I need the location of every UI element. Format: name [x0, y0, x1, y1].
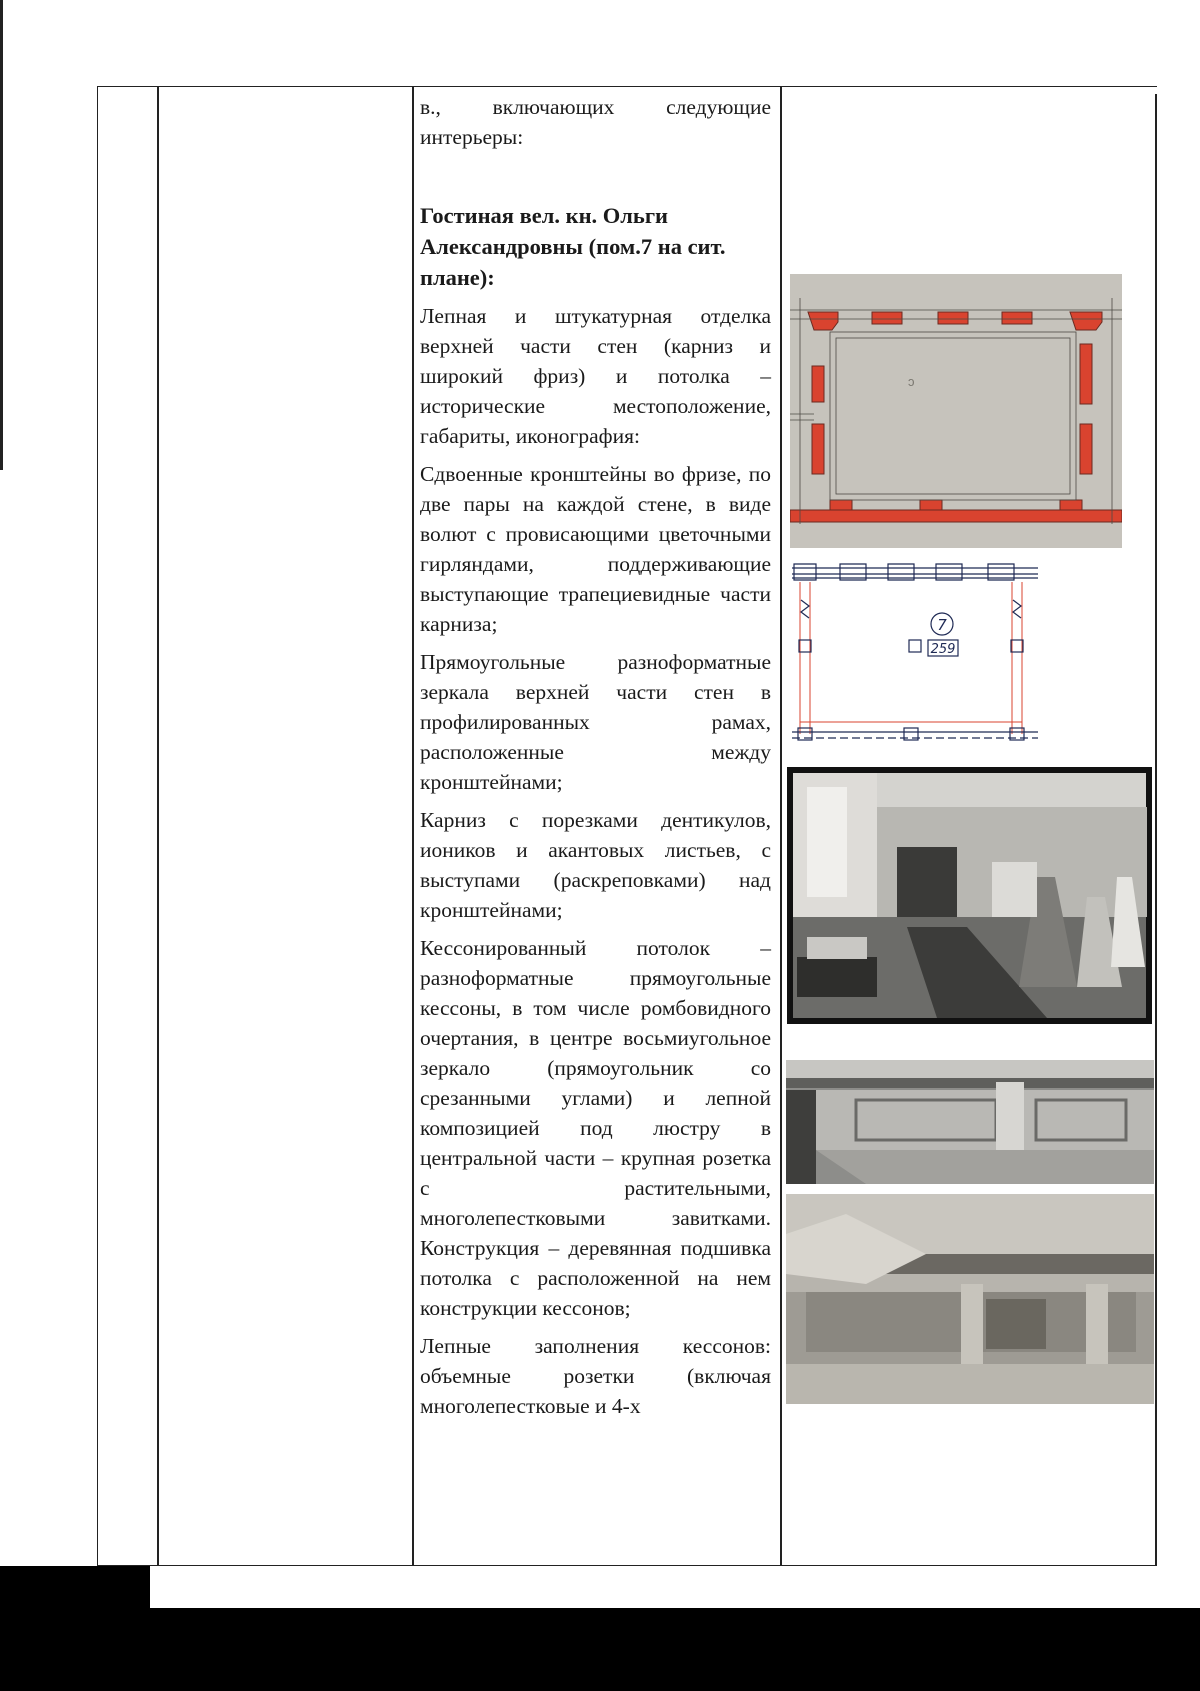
svg-text:ↄ: ↄ: [908, 374, 915, 389]
paragraph-ceiling: Кессонированный потолок – разноформатные прямоугольные кессоны, в том числе ромбовидного очертания, в центре восьмиугольное зеркало (прямоугольник со срезанными углами) и лепной композицией под люстру в центральной части – крупная розетка с растительными, многолепестковыми завитками. Конструкция – деревянная подшивка потолка с расположенной на нем конструкции кессонов;: [420, 936, 771, 1320]
paragraph-coffer-fills: Лепные заполнения кессонов: объемные розетки (включая многолепестковые и 4-х: [420, 1334, 771, 1418]
historic-interior-photo: [787, 767, 1152, 1024]
intro-word: следующие: [666, 95, 772, 119]
paragraph-stucco: Лепная и штукатурная отделка верхней части стен (карниз и широкий фриз) и потолка – исторические местоположение, габариты, иконография:: [420, 304, 771, 448]
description-column: [420, 92, 771, 1421]
paragraph-cornice: Карниз с порезками дентикулов, иоников и акантовых листьев, с выступами (раскреповками) над кронштейнами;: [420, 808, 771, 922]
intro-word: в.,: [420, 95, 441, 119]
cornice-photo: [786, 1060, 1154, 1184]
scan-edge: [0, 0, 3, 470]
scan-shadow: [0, 1566, 150, 1612]
column-divider-1: [157, 86, 159, 1566]
intro-line-2: интерьеры:: [420, 125, 524, 149]
intro-word: включающих: [492, 95, 615, 119]
room-line-plan: [788, 560, 1048, 746]
ceiling-plan-figure: [790, 274, 1122, 548]
stucco-detail-photo: [786, 1194, 1154, 1404]
room-number-label: 7: [937, 616, 947, 634]
column-divider-2: [412, 86, 414, 1566]
room-heading: Гостиная вел. кн. Ольги Александровны (пом.7 на сит. плане):: [420, 203, 726, 290]
area-code-label: 259: [930, 642, 956, 657]
paragraph-brackets: Сдвоенные кронштейны во фризе, по две пары на каждой стене, в виде волют с провисающими цветочными гирляндами, поддерживающие выступающие трапециевидные части карниза;: [420, 462, 771, 636]
table-right-border: [1155, 94, 1157, 1566]
paragraph-mirrors: Прямоугольные разноформатные зеркала верхней части стен в профилированных рамах, расположенные между кронштейнами;: [420, 650, 771, 794]
column-divider-3: [780, 86, 782, 1566]
intro-line-1: [420, 92, 771, 122]
scan-footer-band: [0, 1608, 1200, 1691]
